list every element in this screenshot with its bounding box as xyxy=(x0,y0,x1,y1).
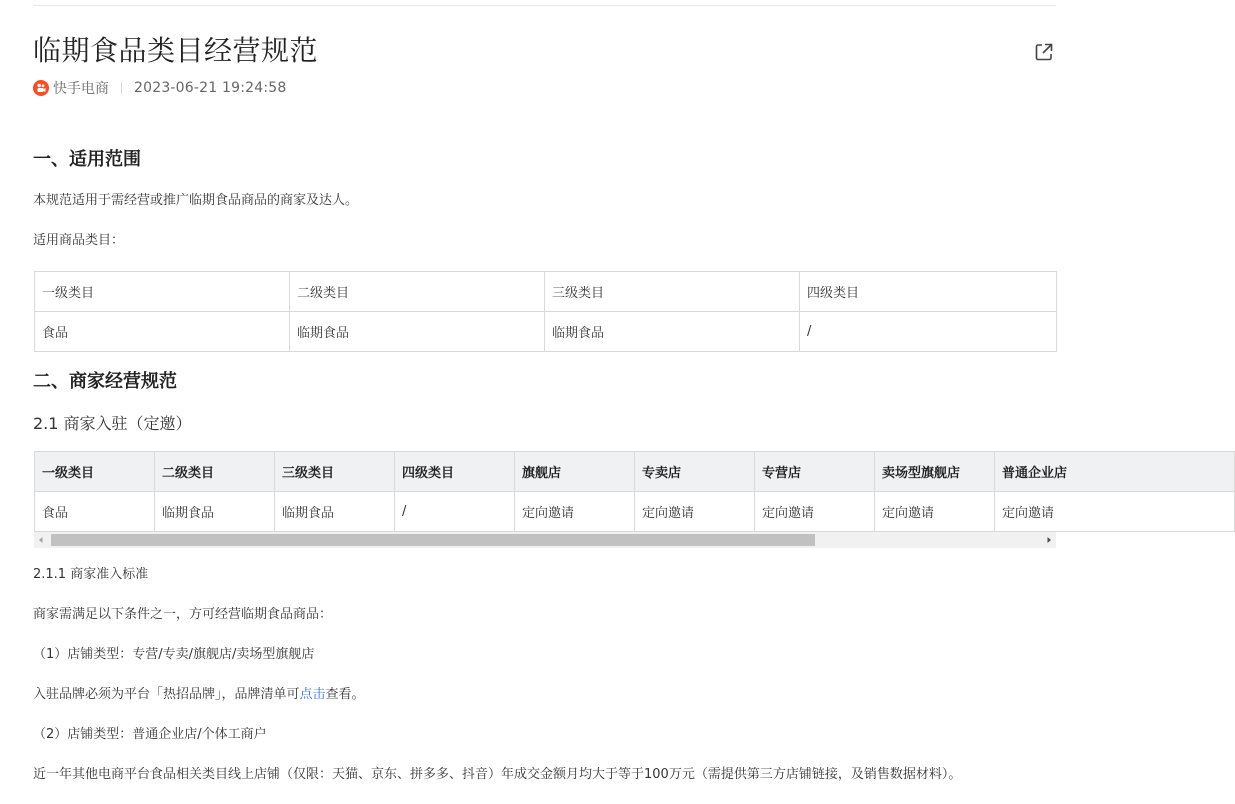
table-cell: 定向邀请 xyxy=(995,492,1235,532)
kuaishou-logo-icon xyxy=(33,80,49,96)
subsection-heading-entry: 2.1 商家入驻（定邀） xyxy=(33,414,192,433)
category-table xyxy=(34,271,1057,352)
table-cell: 临期食品 xyxy=(545,312,800,352)
meta-divider xyxy=(121,82,122,94)
entry-table xyxy=(34,451,1235,532)
table-row xyxy=(35,492,1235,532)
table-header-cell: 三级类目 xyxy=(545,272,800,312)
table-cell: / xyxy=(395,492,515,532)
table-header-cell: 专营店 xyxy=(755,452,875,492)
sales-requirement: 近一年其他电商平台食品相关类目线上店铺（仅限：天猫、京东、拼多多、抖音）年成交金额月均大于等于100万元（需提供第三方店铺链接，及销售数据材料）。 xyxy=(33,767,962,782)
table-cell: 定向邀请 xyxy=(755,492,875,532)
table-header-cell: 旗舰店 xyxy=(515,452,635,492)
scope-paragraph: 本规范适用于需经营或推广临期食品商品的商家及达人。 xyxy=(33,193,359,208)
table-cell: 定向邀请 xyxy=(635,492,755,532)
scrollbar-thumb[interactable] xyxy=(51,534,815,546)
publish-date: 2023-06-21 19:24:58 xyxy=(134,80,287,96)
brand-requirement-suffix: 查看。 xyxy=(325,687,365,702)
criteria-intro: 商家需满足以下条件之一，方可经营临期食品商品： xyxy=(33,607,333,622)
table-cell: 食品 xyxy=(35,492,155,532)
brand-requirement xyxy=(33,686,365,704)
subsection-heading-criteria: 2.1.1 商家准入标准 xyxy=(33,567,149,582)
brand-list-link[interactable]: 点击 xyxy=(299,687,326,702)
table-cell: 临期食品 xyxy=(290,312,545,352)
entry-table-scroll-area[interactable] xyxy=(34,451,1068,533)
category-label: 适用商品类目： xyxy=(33,233,125,248)
table-cell: 临期食品 xyxy=(275,492,395,532)
criteria-item-2: （2）店铺类型：普通企业店/个体工商户 xyxy=(33,727,267,742)
table-header-cell: 卖场型旗舰店 xyxy=(875,452,995,492)
table-header-cell: 四级类目 xyxy=(395,452,515,492)
table-header-cell: 专卖店 xyxy=(635,452,755,492)
table-cell: 临期食品 xyxy=(155,492,275,532)
table-header-cell: 普通企业店 xyxy=(995,452,1235,492)
scroll-right-arrow-icon[interactable] xyxy=(1042,532,1056,548)
top-divider xyxy=(33,5,1056,6)
table-cell: 食品 xyxy=(35,312,290,352)
table-cell: 定向邀请 xyxy=(875,492,995,532)
table-cell: 定向邀请 xyxy=(515,492,635,532)
table-header-cell: 二级类目 xyxy=(290,272,545,312)
section-heading-scope: 一、适用范围 xyxy=(33,149,141,170)
horizontal-scrollbar[interactable] xyxy=(34,532,1056,548)
author-name[interactable]: 快手电商 xyxy=(53,81,109,97)
table-header-row xyxy=(35,272,1057,312)
table-header-cell: 三级类目 xyxy=(275,452,395,492)
external-link-icon[interactable] xyxy=(1034,42,1054,62)
table-cell: / xyxy=(800,312,1057,352)
criteria-item-1: （1）店铺类型：专营/专卖/旗舰店/卖场型旗舰店 xyxy=(33,647,315,662)
section-heading-merchant: 二、商家经营规范 xyxy=(33,371,177,392)
scroll-left-arrow-icon[interactable] xyxy=(34,532,48,548)
table-row xyxy=(35,312,1057,352)
table-header-row xyxy=(35,452,1235,492)
brand-requirement-text: 入驻品牌必须为平台「热招品牌」，品牌清单可 xyxy=(33,687,300,702)
article-meta xyxy=(33,78,287,98)
table-header-cell: 一级类目 xyxy=(35,452,155,492)
table-header-cell: 二级类目 xyxy=(155,452,275,492)
table-header-cell: 四级类目 xyxy=(800,272,1057,312)
page-title: 临期食品类目经营规范 xyxy=(33,34,319,67)
table-header-cell: 一级类目 xyxy=(35,272,290,312)
